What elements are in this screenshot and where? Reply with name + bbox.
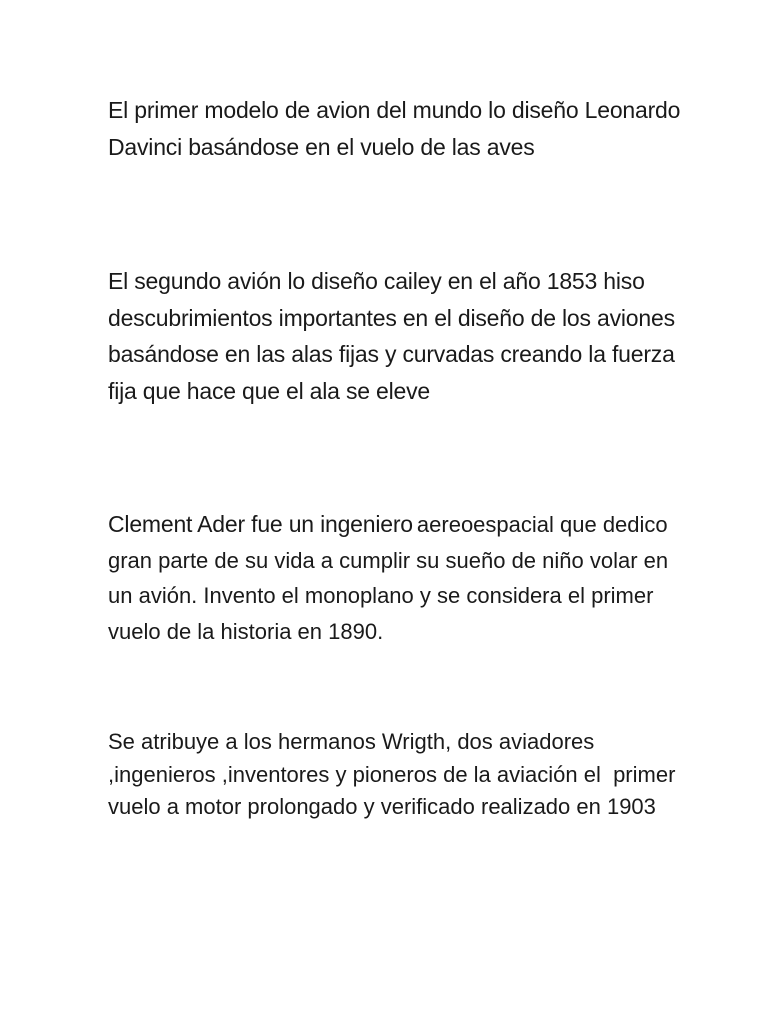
paragraph-clement-ader-run-2: aereoespacial que dedico gran parte de su vida a cumplir su sueño de niño volar en un avión. Invento el monoplano y se considera el primer vuelo de la historia en 1890. xyxy=(108,512,669,644)
paragraph-cailey: El segundo avión lo diseño cailey en el año 1853 hiso descubrimientos importantes en el diseño de los aviones basándose en las alas fijas y curvadas creando la fuerza fija que hace que el ala se eleve xyxy=(108,268,675,404)
paragraph-wright-brothers: Se atribuye a los hermanos Wrigth, dos aviadores ,ingenieros ,inventores y pioneros de la aviación el primer vuelo a motor prolongado y verificado realizado en 1903 xyxy=(108,729,682,819)
paragraph-clement-ader xyxy=(108,508,688,651)
paragraph-clement-ader-run-1: Clement Ader fue un ingeniero xyxy=(108,511,413,537)
paragraph-leonardo-davinci: El primer modelo de avion del mundo lo diseño Leonardo Davinci basándose en el vuelo de las aves xyxy=(108,97,681,160)
